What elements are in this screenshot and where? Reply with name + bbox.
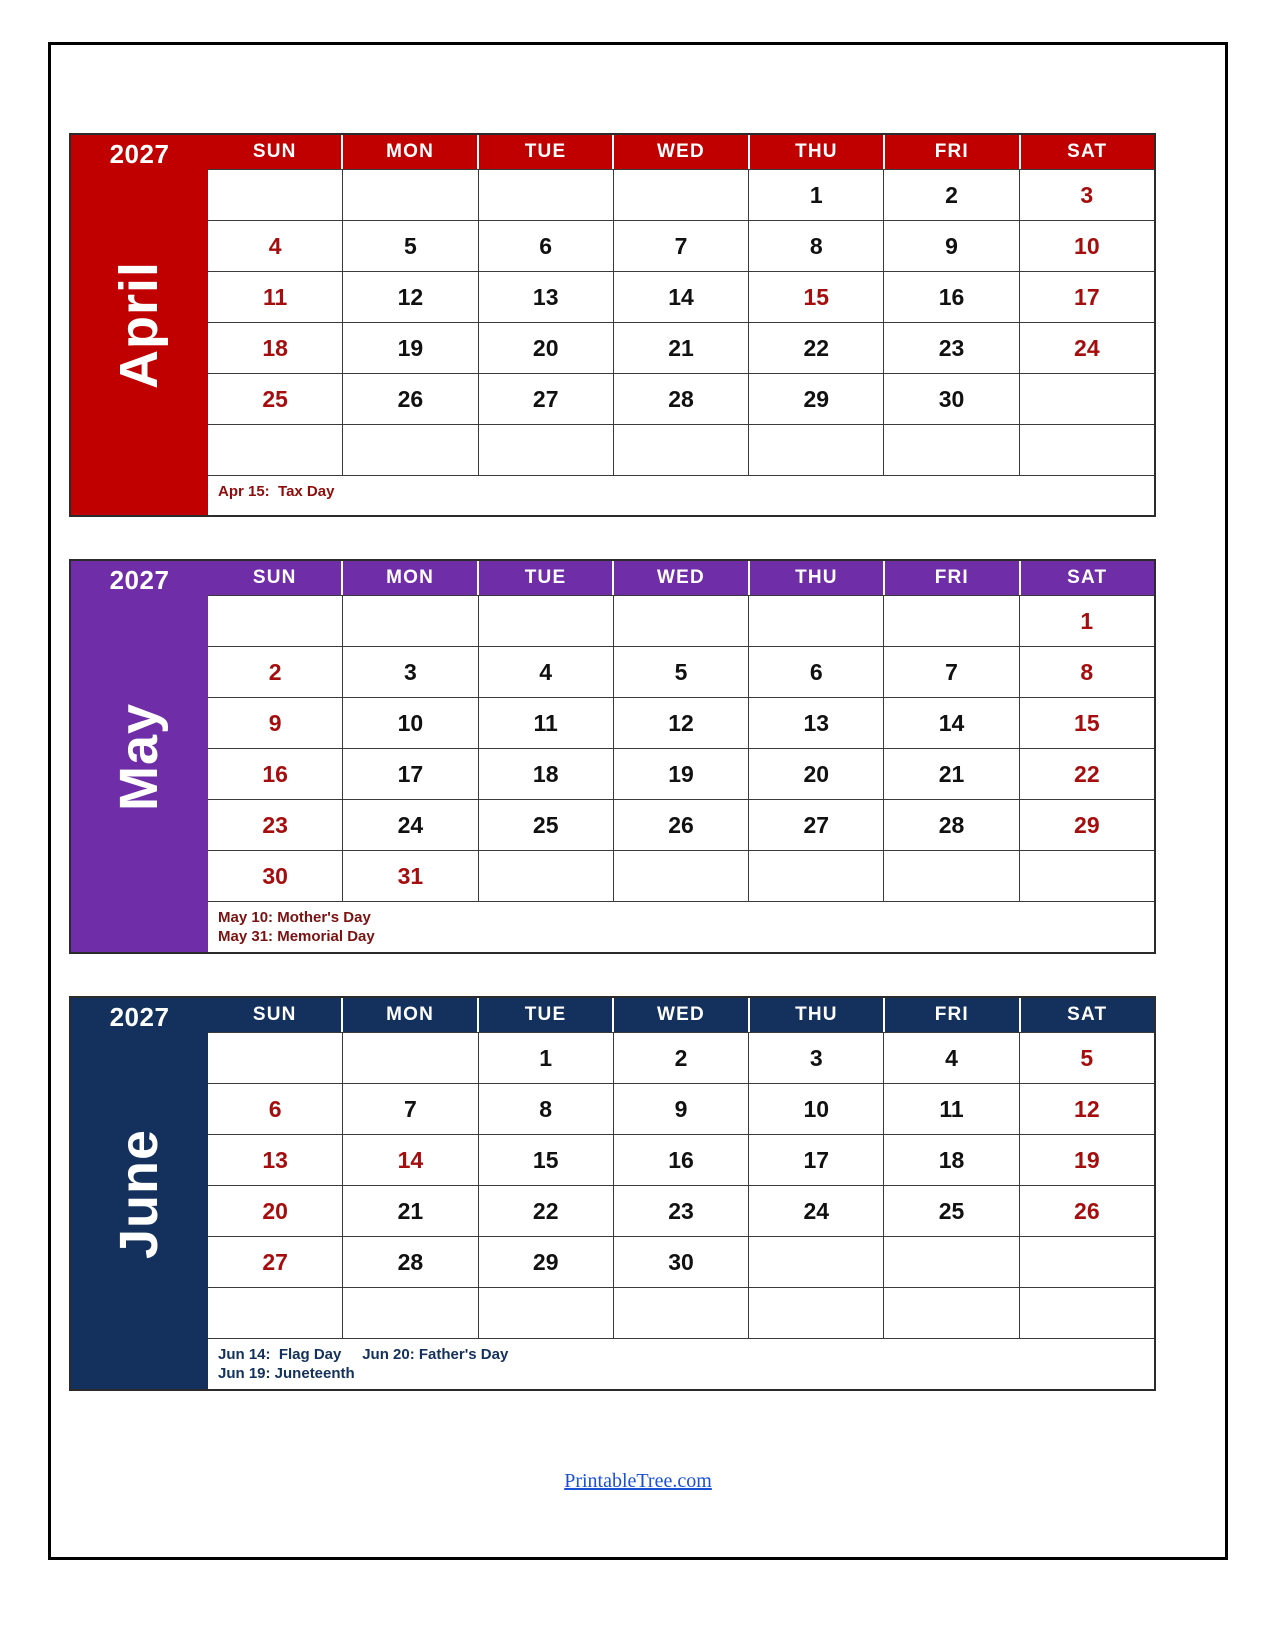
month-name-june: June — [109, 1128, 170, 1259]
day-cell: 8 — [749, 221, 884, 271]
day-cell — [749, 596, 884, 646]
weekday-sun: SUN — [208, 561, 343, 595]
week-row — [208, 1083, 1154, 1134]
day-cell — [1020, 374, 1154, 424]
weekday-fri: FRI — [885, 135, 1020, 169]
day-cell: 7 — [884, 647, 1019, 697]
day-cell: 28 — [614, 374, 749, 424]
day-cell: 18 — [884, 1135, 1019, 1185]
week-row — [208, 850, 1154, 901]
day-cell — [479, 425, 614, 475]
month-notes-may — [208, 901, 1154, 952]
day-cell — [208, 1288, 343, 1338]
day-cell: 6 — [479, 221, 614, 271]
day-cell: 30 — [208, 851, 343, 901]
day-cell — [749, 1288, 884, 1338]
week-row — [208, 169, 1154, 220]
month-spine-may — [71, 561, 208, 952]
day-cell: 24 — [1074, 334, 1100, 361]
printabletree-link[interactable]: PrintableTree.com — [564, 1470, 712, 1492]
day-cell — [749, 425, 884, 475]
month-grid-april — [208, 135, 1154, 515]
footer — [51, 1470, 1225, 1493]
weekday-sun: SUN — [208, 998, 343, 1032]
weekday-thu: THU — [750, 135, 885, 169]
day-cell — [208, 1033, 343, 1083]
day-cell — [884, 425, 1019, 475]
day-cell: 29 — [1074, 811, 1100, 838]
day-cell: 22 — [1074, 760, 1100, 787]
day-cell — [1020, 851, 1154, 901]
day-cell: 26 — [343, 374, 478, 424]
day-cell: 25 — [884, 1186, 1019, 1236]
day-cell: 15 — [479, 1135, 614, 1185]
day-cell — [343, 1288, 478, 1338]
day-cell: 1 — [479, 1033, 614, 1083]
weekday-mon: MON — [343, 135, 478, 169]
day-cell: 16 — [614, 1135, 749, 1185]
day-cell: 4 — [208, 221, 343, 271]
day-cell: 19 — [614, 749, 749, 799]
month-block-april — [69, 133, 1156, 517]
day-cell: 7 — [614, 221, 749, 271]
day-cell: 27 — [208, 1237, 343, 1287]
day-cell: 23 — [614, 1186, 749, 1236]
day-cell — [614, 170, 749, 220]
day-cell: 9 — [884, 221, 1019, 271]
day-cell: 11 — [208, 272, 343, 322]
day-cell: 23 — [208, 800, 343, 850]
day-cell: 15 — [1074, 709, 1100, 736]
day-cell — [614, 425, 749, 475]
note-line: May 31: Memorial Day — [218, 928, 375, 945]
day-cell: 19 — [1074, 1146, 1100, 1173]
day-cell — [1020, 1288, 1154, 1338]
month-notes-april — [208, 475, 1154, 515]
day-cell: 3 — [749, 1033, 884, 1083]
weekday-wed: WED — [614, 561, 749, 595]
week-row — [208, 271, 1154, 322]
weekday-mon: MON — [343, 561, 478, 595]
note-line: Jun 19: Juneteenth — [218, 1365, 355, 1382]
weekday-header-row-april — [208, 135, 1154, 169]
day-cell: 12 — [614, 698, 749, 748]
day-cell — [343, 1033, 478, 1083]
day-cell: 9 — [614, 1084, 749, 1134]
day-cell: 23 — [884, 323, 1019, 373]
day-cell: 10 — [749, 1084, 884, 1134]
day-cell — [343, 425, 478, 475]
day-cell — [884, 1237, 1019, 1287]
day-cell: 27 — [749, 800, 884, 850]
week-row — [208, 697, 1154, 748]
day-cell — [479, 596, 614, 646]
day-cell: 12 — [343, 272, 478, 322]
day-cell — [479, 170, 614, 220]
weekday-header-row-june — [208, 998, 1154, 1032]
note-line: Jun 14: Flag Day Jun 20: Father's Day — [218, 1346, 509, 1363]
day-cell: 5 — [614, 647, 749, 697]
day-cell: 28 — [884, 800, 1019, 850]
month-year-may: 2027 — [109, 565, 170, 595]
day-cell: 2 — [208, 647, 343, 697]
day-cell: 17 — [749, 1135, 884, 1185]
week-row — [208, 424, 1154, 475]
note-line: Apr 15: Tax Day — [218, 483, 335, 500]
day-cell: 28 — [343, 1237, 478, 1287]
day-cell: 1 — [749, 170, 884, 220]
weekday-mon: MON — [343, 998, 478, 1032]
day-cell: 12 — [1074, 1095, 1100, 1122]
day-cell — [614, 1288, 749, 1338]
day-cell: 1 — [1080, 607, 1094, 634]
day-cell: 14 — [884, 698, 1019, 748]
calendar-stack — [69, 133, 1159, 1433]
day-cell: 20 — [479, 323, 614, 373]
day-cell-holiday: 31 — [343, 851, 478, 901]
weekday-tue: TUE — [479, 561, 614, 595]
week-row — [208, 646, 1154, 697]
day-cell: 25 — [479, 800, 614, 850]
day-cell — [884, 1288, 1019, 1338]
day-cell: 20 — [208, 1186, 343, 1236]
day-cell: 6 — [749, 647, 884, 697]
weekday-wed: WED — [614, 135, 749, 169]
day-cell: 11 — [479, 698, 614, 748]
day-cell: 17 — [1074, 283, 1100, 310]
day-cell: 29 — [479, 1237, 614, 1287]
week-row — [208, 1032, 1154, 1083]
day-cell — [479, 1288, 614, 1338]
month-year-june: 2027 — [109, 1002, 170, 1032]
month-spine-april — [71, 135, 208, 515]
day-cell — [1020, 425, 1154, 475]
day-cell: 17 — [343, 749, 478, 799]
day-cell: 22 — [749, 323, 884, 373]
day-cell — [208, 425, 343, 475]
day-cell: 22 — [479, 1186, 614, 1236]
calendar-page — [48, 42, 1228, 1560]
day-cell — [479, 851, 614, 901]
weekday-sun: SUN — [208, 135, 343, 169]
week-row — [208, 595, 1154, 646]
day-cell: 6 — [208, 1084, 343, 1134]
weekday-sat: SAT — [1067, 567, 1108, 588]
weekday-thu: THU — [750, 561, 885, 595]
day-cell: 21 — [343, 1186, 478, 1236]
day-cell: 9 — [208, 698, 343, 748]
day-cell-holiday: 15 — [749, 272, 884, 322]
day-cell — [343, 596, 478, 646]
week-row — [208, 1185, 1154, 1236]
weekday-tue: TUE — [479, 998, 614, 1032]
day-cell: 2 — [884, 170, 1019, 220]
day-cell: 10 — [343, 698, 478, 748]
weekday-fri: FRI — [885, 998, 1020, 1032]
day-cell — [884, 596, 1019, 646]
weekday-sat: SAT — [1067, 141, 1108, 162]
day-cell: 3 — [343, 647, 478, 697]
week-row — [208, 1134, 1154, 1185]
day-cell — [749, 1237, 884, 1287]
month-name-may: May — [109, 702, 170, 811]
weekday-header-row-may — [208, 561, 1154, 595]
day-cell: 13 — [208, 1135, 343, 1185]
day-cell — [208, 596, 343, 646]
note-line: May 10: Mother's Day — [218, 909, 371, 926]
weekday-wed: WED — [614, 998, 749, 1032]
day-cell — [749, 851, 884, 901]
day-cell — [343, 170, 478, 220]
day-cell: 19 — [343, 323, 478, 373]
weekday-fri: FRI — [885, 561, 1020, 595]
day-cell: 21 — [614, 323, 749, 373]
month-notes-june — [208, 1338, 1154, 1389]
day-cell: 16 — [884, 272, 1019, 322]
day-cell: 27 — [479, 374, 614, 424]
day-cell: 21 — [884, 749, 1019, 799]
month-block-may — [69, 559, 1156, 954]
day-cell — [1020, 1237, 1154, 1287]
week-row — [208, 1287, 1154, 1338]
day-cell: 18 — [208, 323, 343, 373]
month-name-april: April — [109, 260, 170, 390]
day-cell: 20 — [749, 749, 884, 799]
week-row — [208, 799, 1154, 850]
day-cell: 24 — [749, 1186, 884, 1236]
day-cell: 30 — [884, 374, 1019, 424]
day-cell: 26 — [1074, 1197, 1100, 1224]
day-cell: 16 — [208, 749, 343, 799]
week-row — [208, 748, 1154, 799]
day-cell: 29 — [749, 374, 884, 424]
day-cell: 13 — [749, 698, 884, 748]
day-cell: 10 — [1074, 232, 1100, 259]
weekday-sat: SAT — [1067, 1004, 1108, 1025]
day-cell: 5 — [343, 221, 478, 271]
day-cell: 4 — [479, 647, 614, 697]
day-cell — [208, 170, 343, 220]
day-cell: 18 — [479, 749, 614, 799]
day-cell: 3 — [1080, 181, 1094, 208]
month-year-april: 2027 — [109, 139, 170, 169]
day-cell: 30 — [614, 1237, 749, 1287]
month-grid-june — [208, 998, 1154, 1389]
day-cell: 25 — [208, 374, 343, 424]
month-spine-june — [71, 998, 208, 1389]
day-cell — [614, 596, 749, 646]
week-row — [208, 322, 1154, 373]
month-block-june — [69, 996, 1156, 1391]
week-row — [208, 373, 1154, 424]
day-cell: 8 — [479, 1084, 614, 1134]
day-cell: 8 — [1080, 658, 1094, 685]
day-cell: 5 — [1080, 1044, 1094, 1071]
day-cell: 24 — [343, 800, 478, 850]
day-cell — [614, 851, 749, 901]
day-cell-holiday: 14 — [343, 1135, 478, 1185]
day-cell: 26 — [614, 800, 749, 850]
day-cell: 2 — [614, 1033, 749, 1083]
week-row — [208, 220, 1154, 271]
day-cell: 13 — [479, 272, 614, 322]
weekday-thu: THU — [750, 998, 885, 1032]
month-grid-may — [208, 561, 1154, 952]
day-cell: 7 — [343, 1084, 478, 1134]
day-cell: 11 — [884, 1084, 1019, 1134]
weekday-tue: TUE — [479, 135, 614, 169]
week-row — [208, 1236, 1154, 1287]
day-cell: 14 — [614, 272, 749, 322]
day-cell: 4 — [884, 1033, 1019, 1083]
day-cell — [884, 851, 1019, 901]
